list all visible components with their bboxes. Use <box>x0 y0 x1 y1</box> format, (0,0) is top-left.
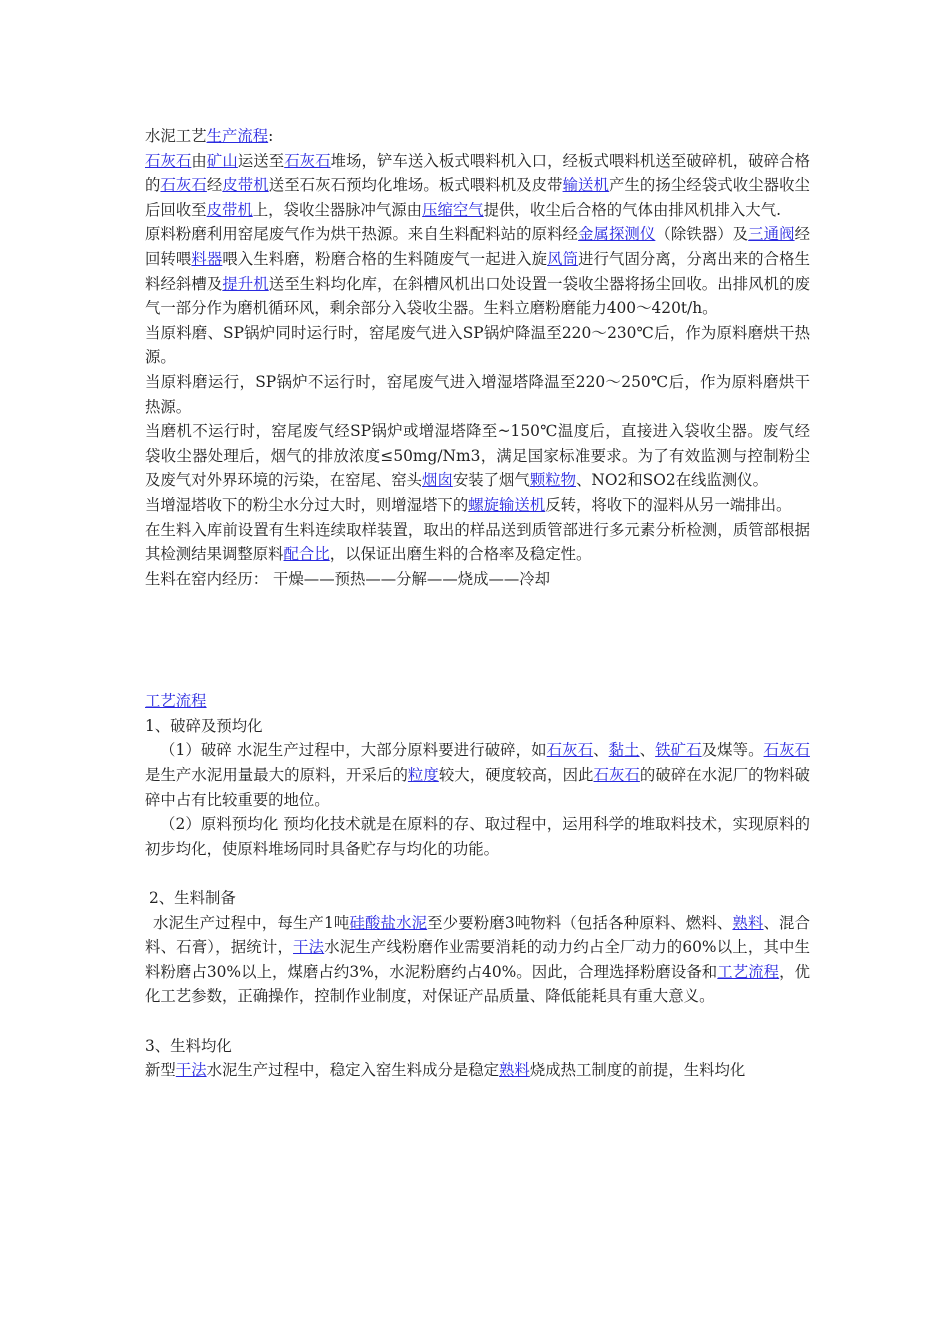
text-run: 新型 <box>145 1061 176 1080</box>
text-run: 当原料磨运行，SP锅炉不运行时，窑尾废气进入增湿塔降温至220～250℃后，作为原料磨烘干热源。 <box>145 372 810 416</box>
paragraph <box>145 911 810 1009</box>
section-heading <box>145 714 810 739</box>
paragraph <box>145 518 810 567</box>
text-run: 反转，将收下的湿料从另一端排出。 <box>545 495 792 514</box>
hyperlink[interactable]: 干法 <box>293 938 325 957</box>
text-run: 、NO2和SO2在线监测仪。 <box>576 471 768 490</box>
text-run: 经 <box>206 176 223 195</box>
hyperlink[interactable]: 料器 <box>191 249 223 268</box>
spacer <box>145 1009 810 1034</box>
hyperlink[interactable]: 生产流程 <box>206 127 269 145</box>
hyperlink[interactable]: 烟囱 <box>422 471 453 490</box>
section-heading <box>145 1034 810 1059</box>
text-run: 3、生料均化 <box>145 1036 232 1055</box>
paragraph <box>145 567 810 592</box>
text-run: （2）原料预均化 预均化技术就是在原料的存、取过程中，运用科学的堆取料技术，实现原料的初步均化，使原料堆场同时具备贮存与均化的功能。 <box>145 815 810 858</box>
paragraph <box>145 370 810 419</box>
text-run: ，优化工艺参数，正确操作，控制作业制度，对保证产品质量、降低能耗具有重大意义。 <box>145 962 810 1006</box>
hyperlink[interactable]: 风筒 <box>547 249 579 268</box>
text-run: 进行气固分离，分离出来的合格生料经斜槽及 <box>145 249 810 293</box>
text-run: 喂入生料磨，粉磨合格的生料随废气一起进入旋 <box>222 249 548 268</box>
paragraph <box>145 321 810 370</box>
hyperlink[interactable]: 矿山 <box>206 151 238 170</box>
hyperlink[interactable]: 配合比 <box>283 545 330 564</box>
hyperlink[interactable]: 铁矿石 <box>655 741 702 760</box>
hyperlink[interactable]: 提升机 <box>222 274 269 293</box>
text-run: 上，袋收尘器脉冲气源由 <box>252 200 423 219</box>
paragraph <box>145 738 810 812</box>
hyperlink[interactable]: 石灰石 <box>763 741 810 760</box>
text-run: 2、生料制备 <box>149 889 236 908</box>
hyperlink[interactable]: 皮带机 <box>206 200 253 219</box>
text-run: 烧成热工制度的前提，生料均化 <box>529 1061 746 1080</box>
hyperlink[interactable]: 硅酸盐水泥 <box>349 913 428 932</box>
paragraph <box>145 419 810 493</box>
paragraph <box>145 222 810 320</box>
hyperlink[interactable]: 黏土 <box>608 741 640 760</box>
paragraph <box>145 493 810 518</box>
text-run: 、 <box>593 741 609 760</box>
paragraph <box>145 149 810 223</box>
text-run: 较大，硬度较高，因此 <box>438 766 594 785</box>
hyperlink[interactable]: 石灰石 <box>145 151 192 170</box>
document-body <box>145 124 810 1083</box>
spacer <box>145 591 810 689</box>
hyperlink[interactable]: 粒度 <box>407 766 439 785</box>
hyperlink[interactable]: 压缩空气 <box>422 200 484 219</box>
hyperlink[interactable]: 输送机 <box>562 176 609 195</box>
text-run: 堆场，铲车送入板式喂料机入口，经板式喂料机送至破碎机，破碎合格的 <box>145 151 810 195</box>
hyperlink[interactable]: 颗粒物 <box>529 471 576 490</box>
hyperlink[interactable]: 三通阀 <box>748 225 795 244</box>
hyperlink[interactable]: 螺旋输送机 <box>468 495 546 514</box>
text-run: 送至石灰石预均化堆场。板式喂料机及皮带 <box>268 176 563 195</box>
text-run: 运送至 <box>237 151 285 170</box>
hyperlink[interactable]: 熟料 <box>732 913 764 932</box>
text-run: 水泥生产线粉磨作业需要消耗的动力约占全厂动力的60%以上，其中生料粉磨占30%以上，煤磨占约3%，水泥粉磨约占40%。因此，合理选择粉磨设备和 <box>145 938 810 981</box>
spacer <box>145 861 810 886</box>
text-run: 原料粉磨利用窑尾废气作为烘干热源。来自生料配料站的原料经 <box>145 225 579 244</box>
text-run: : <box>268 127 274 145</box>
text-run: 由 <box>191 151 207 170</box>
text-run: （除铁器）及 <box>655 225 749 244</box>
text-run: 水泥生产过程中，每生产1吨 <box>153 913 350 932</box>
hyperlink[interactable]: 金属探测仪 <box>578 225 656 244</box>
text-run: 安装了烟气 <box>452 471 530 490</box>
text-run: 送至生料均化库，在斜槽风机出口处设置一袋收尘器将扬尘回收。出排风机的废气一部分作为磨机循环风，剩余部分入袋收尘器。生料立磨粉磨能力400～420t/h。 <box>145 274 810 318</box>
text-run: 及煤等。 <box>701 741 764 760</box>
text-run: 提供，收尘后合格的气体由排风机排入大气. <box>483 200 781 219</box>
text-run: 当磨机不运行时，窑尾废气经SP锅炉或增湿塔降至~150℃温度后，直接进入袋收尘器。废气经袋收尘器处理后，烟气的排放浓度≤50mg/Nm3，满足国家标准要求。为了有效监测与控制粉尘及废气对外界环境的污染，在窑尾、窑头 <box>145 422 810 490</box>
section-heading <box>145 886 810 911</box>
text-run: 当增湿塔收下的粉尘水分过大时，则增湿塔下的 <box>145 495 469 514</box>
hyperlink[interactable]: 石灰石 <box>593 766 640 785</box>
hyperlink[interactable]: 石灰石 <box>160 176 207 195</box>
paragraph <box>145 124 810 149</box>
text-run: （1）破碎 水泥生产过程中，大部分原料要进行破碎，如 <box>160 741 547 760</box>
text-run: 水泥生产过程中，稳定入窑生料成分是稳定 <box>206 1061 500 1080</box>
text-run: 经回转喂 <box>145 225 810 268</box>
text-run: 至少要粉磨3吨物料（包括各种原料、燃料、 <box>427 913 733 932</box>
text-run: 的破碎在水泥厂的物料破碎中占有比较重要的地位。 <box>145 766 810 809</box>
text-run: 在生料入库前设置有生料连续取样装置，取出的样品送到质管部进行多元素分析检测，质管部根据其检测结果调整原料 <box>145 520 810 564</box>
hyperlink[interactable]: 石灰石 <box>284 151 331 170</box>
paragraph <box>145 812 810 861</box>
hyperlink[interactable]: 熟料 <box>499 1061 530 1080</box>
text-run: 、混合料、石膏），据统计， <box>145 913 810 957</box>
hyperlink[interactable]: 工艺流程 <box>717 962 780 981</box>
section-link-heading <box>145 689 810 714</box>
hyperlink[interactable]: 石灰石 <box>546 741 594 760</box>
text-run: 当原料磨、SP锅炉同时运行时，窑尾废气进入SP锅炉降温至220～230℃后，作为原料磨烘干热源。 <box>145 323 810 367</box>
text-run: 水泥工艺 <box>145 127 207 145</box>
text-run: 1、破碎及预均化 <box>145 716 263 735</box>
hyperlink[interactable]: 皮带机 <box>222 176 269 195</box>
text-run: 、 <box>639 741 656 760</box>
hyperlink[interactable]: 干法 <box>175 1061 207 1080</box>
text-run: 产生的扬尘经袋式收尘器收尘后回收至 <box>145 176 810 219</box>
paragraph <box>145 1058 810 1083</box>
text-run: 生料在窑内经历： 干燥——预热——分解——烧成——冷却 <box>145 569 551 588</box>
text-run: 是生产水泥用量最大的原料，开采后的 <box>145 766 408 785</box>
hyperlink[interactable]: 工艺流程 <box>145 692 207 711</box>
text-run: ，以保证出磨生料的合格率及稳定性。 <box>329 545 592 564</box>
